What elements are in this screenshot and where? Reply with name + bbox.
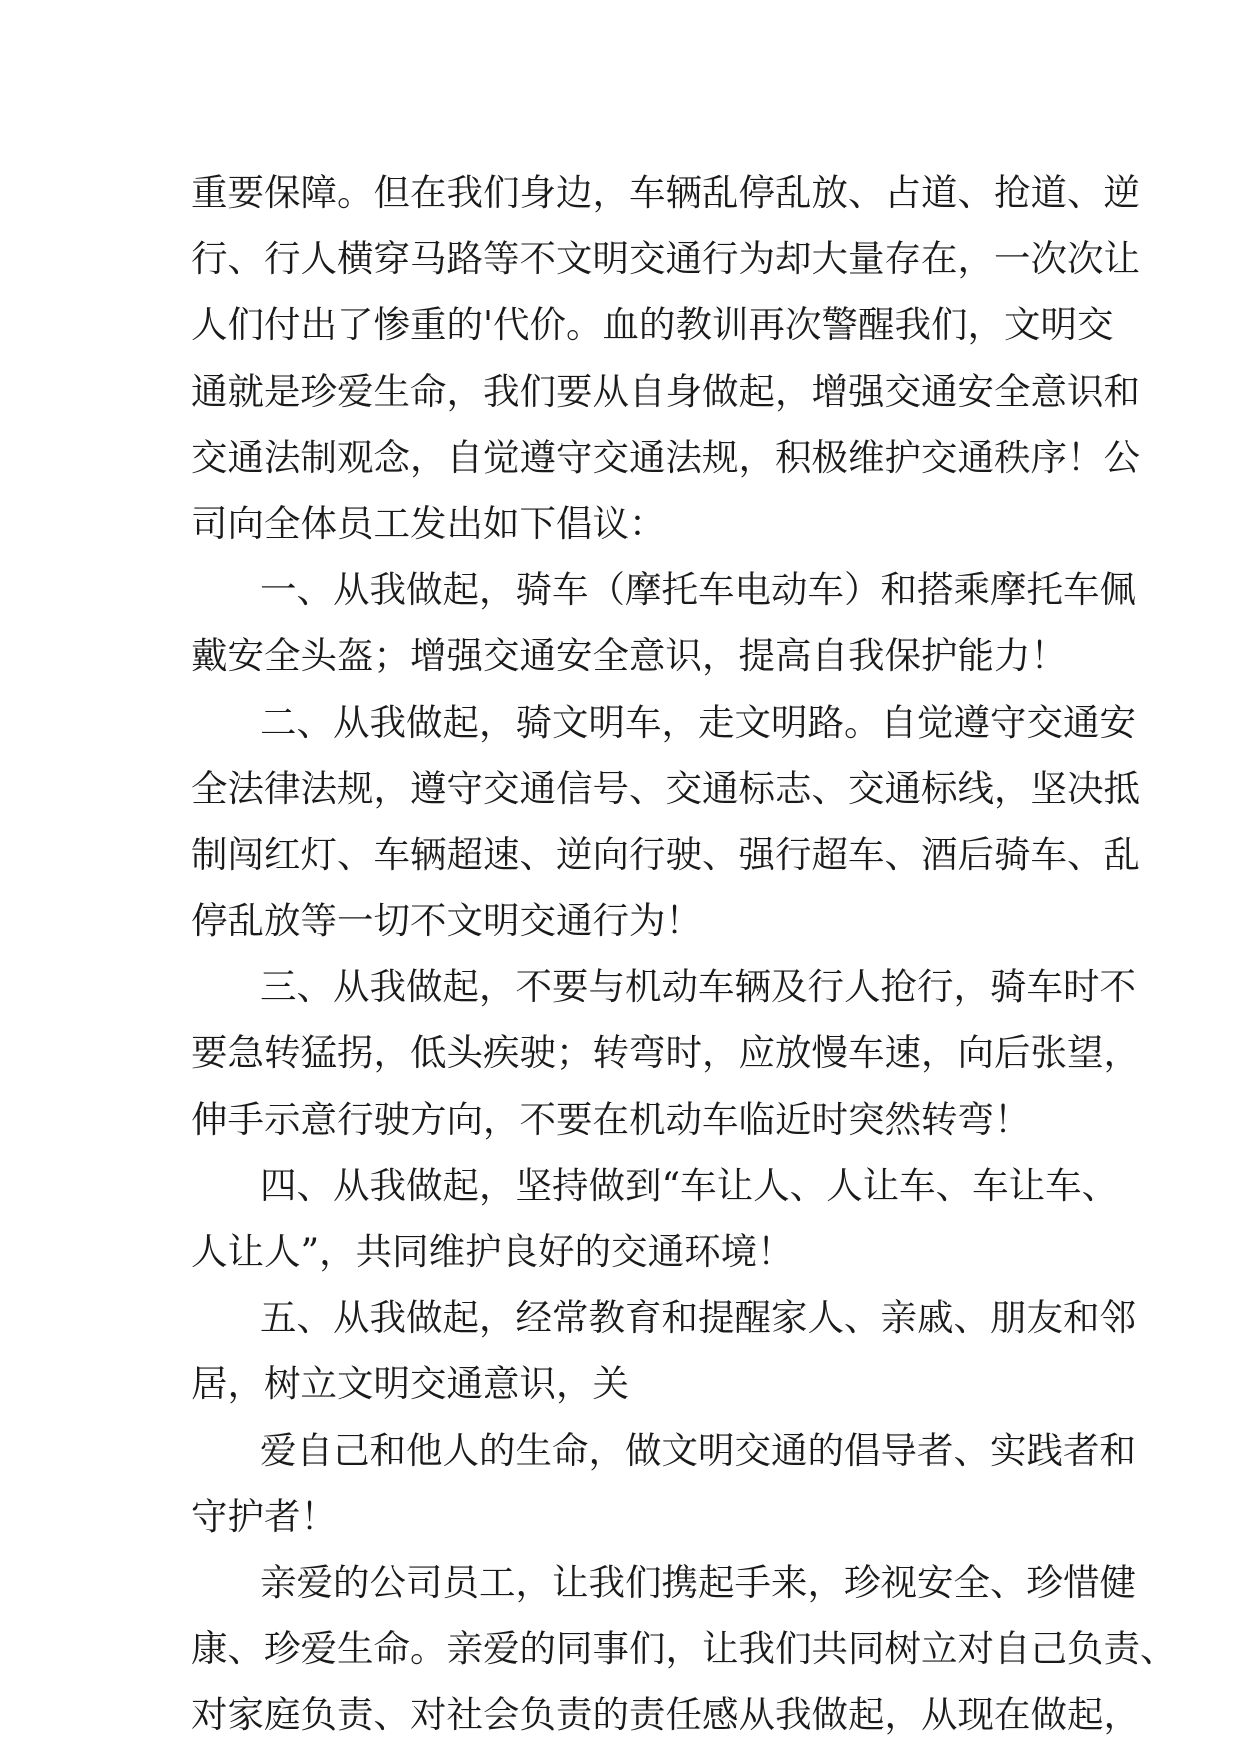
text-line: 通就是珍爱生命，我们要从自身做起，增强交通安全意识和 — [191, 369, 1140, 413]
text-line: 一、从我做起，骑车（摩托车电动车）和搭乘摩托车佩 — [260, 568, 1136, 612]
text-line: 爱自己和他人的生命，做文明交通的倡导者、实践者和 — [260, 1428, 1136, 1472]
text-line: 停乱放等一切不文明交通行为！ — [191, 899, 702, 943]
text-line: 司向全体员工发出如下倡议： — [191, 501, 666, 545]
text-line: 五、从我做起，经常教育和提醒家人、亲戚、朋友和邻 — [260, 1296, 1136, 1340]
text-line: 三、从我做起，不要与机动车辆及行人抢行，骑车时不 — [260, 965, 1136, 1009]
text-line: 二、从我做起，骑文明车，走文明路。自觉遵守交通安 — [260, 700, 1136, 744]
text-line: 伸手示意行驶方向，不要在机动车临近时突然转弯！ — [191, 1097, 1031, 1141]
text-line: 制闯红灯、车辆超速、逆向行驶、强行超车、酒后骑车、乱 — [191, 832, 1140, 876]
text-line: 守护者！ — [191, 1494, 337, 1538]
text-line: 亲爱的公司员工，让我们携起手来，珍视安全、珍惜健 — [260, 1560, 1136, 1604]
text-line: 对家庭负责、对社会负责的责任感从我做起，从现在做起， — [191, 1693, 1140, 1737]
text-line: 全法律法规，遵守交通信号、交通标志、交通标线，坚决抵 — [191, 766, 1140, 810]
text-line: 人让人”，共同维护良好的交通环境！ — [191, 1230, 794, 1273]
text-line: 交通法制观念，自觉遵守交通法规，积极维护交通秩序！公 — [191, 435, 1140, 479]
text-line: 人们付出了惨重的'代价。血的教训再次警醒我们，文明交 — [191, 303, 1114, 347]
text-line: 要急转猛拐，低头疾驶；转弯时，应放慢车速，向后张望， — [191, 1031, 1140, 1075]
text-line: 重要保障。但在我们身边，车辆乱停乱放、占道、抢道、逆 — [191, 171, 1140, 214]
text-line: 戴安全头盔；增强交通安全意识，提高自我保护能力！ — [191, 634, 1067, 678]
text-line: 康、珍爱生命。亲爱的同事们，让我们共同树立对自己负责、 — [191, 1627, 1177, 1671]
text-line: 居，树立文明交通意识，关 — [191, 1362, 629, 1406]
document-body — [191, 160, 1177, 1749]
text-line: 四、从我做起，坚持做到“车让人、人让车、车让车、 — [260, 1163, 1119, 1207]
text-line: 行、行人横穿马路等不文明交通行为却大量存在，一次次让 — [191, 237, 1140, 281]
